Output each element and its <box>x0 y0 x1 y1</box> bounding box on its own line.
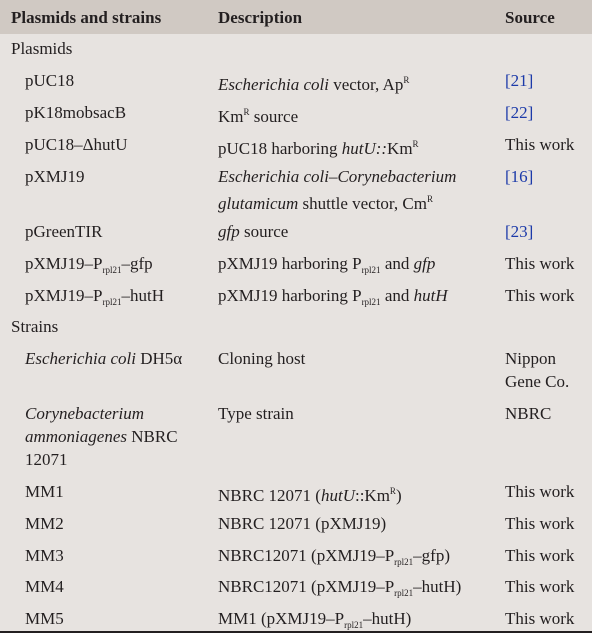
row-name: pUC18–ΔhutU <box>25 135 128 154</box>
row-source: This work <box>505 609 575 628</box>
row-name: Escherichia coli DH5α <box>25 349 183 368</box>
row-description: NBRC 12071 $(hutU::Km^R)$ <box>218 486 402 505</box>
section-label: Strains <box>11 317 59 336</box>
row-description: MM1 $(pXMJ19-P_{rpl21}-hutH)$ <box>218 609 412 630</box>
row-name: MM2 <box>25 514 64 533</box>
row-source: NBRC <box>505 404 552 423</box>
header-plasmids-and-strains: Plasmids and strains <box>11 8 162 27</box>
row-description: Escherichia coli–Corynebacterium glutamicum shuttle vector, $Cm^R$ <box>218 167 457 213</box>
row-name: Corynebacterium ammoniagenes NBRC 12071 <box>25 404 178 469</box>
reference-link[interactable]: [22] <box>505 103 534 122</box>
row-description: $Km^R$ source <box>218 107 299 126</box>
table-header <box>0 0 592 34</box>
table-body <box>0 34 592 631</box>
row-name: MM1 <box>25 482 64 501</box>
row-source: This work <box>505 254 575 273</box>
header-source: Source <box>505 8 555 27</box>
row-source: This work <box>505 135 575 154</box>
section-label: Plasmids <box>11 39 73 58</box>
row-description: gfp source <box>218 222 289 241</box>
row-description: pUC18 harboring $hutU::Km^R$ <box>218 139 419 158</box>
row-name: $pXMJ19-P_{rpl21}$–gfp <box>25 254 153 275</box>
row-source: This work <box>505 286 575 305</box>
reference-link[interactable]: [16] <box>505 167 534 186</box>
row-description: NBRC12071 $(pXMJ19-P_{rpl21}-gfp)$ <box>218 546 450 567</box>
header-description: Description <box>218 8 303 27</box>
row-description: pXMJ19 harboring $P_{rpl21}$ and gfp <box>218 254 436 275</box>
row-source: This work <box>505 577 575 596</box>
row-description: Type strain <box>218 404 294 423</box>
row-name: pUC18 <box>25 71 75 90</box>
row-name: MM3 <box>25 546 64 565</box>
row-name: pK18mobsacB <box>25 103 127 122</box>
row-source: This work <box>505 546 575 565</box>
row-name: MM5 <box>25 609 64 628</box>
row-description: NBRC12071 $(pXMJ19-P_{rpl21}-hutH)$ <box>218 577 462 598</box>
row-source: This work <box>505 514 575 533</box>
row-description: pXMJ19 harboring $P_{rpl21}$ and hutH <box>218 286 448 307</box>
row-source: This work <box>505 482 575 501</box>
reference-link[interactable]: [21] <box>505 71 534 90</box>
row-source: Nippon Gene Co. <box>505 349 570 391</box>
row-description: Cloning host <box>218 349 306 368</box>
row-name: $pXMJ19-P_{rpl21}$–hutH <box>25 286 164 307</box>
reference-link[interactable]: [23] <box>505 222 534 241</box>
row-description: Escherichia coli vector, $Ap^R$ <box>218 75 410 94</box>
row-name: MM4 <box>25 577 64 596</box>
row-name: pXMJ19 <box>25 167 85 186</box>
row-description: NBRC 12071 (pXMJ19) <box>218 514 387 533</box>
row-name: pGreenTIR <box>25 222 103 241</box>
